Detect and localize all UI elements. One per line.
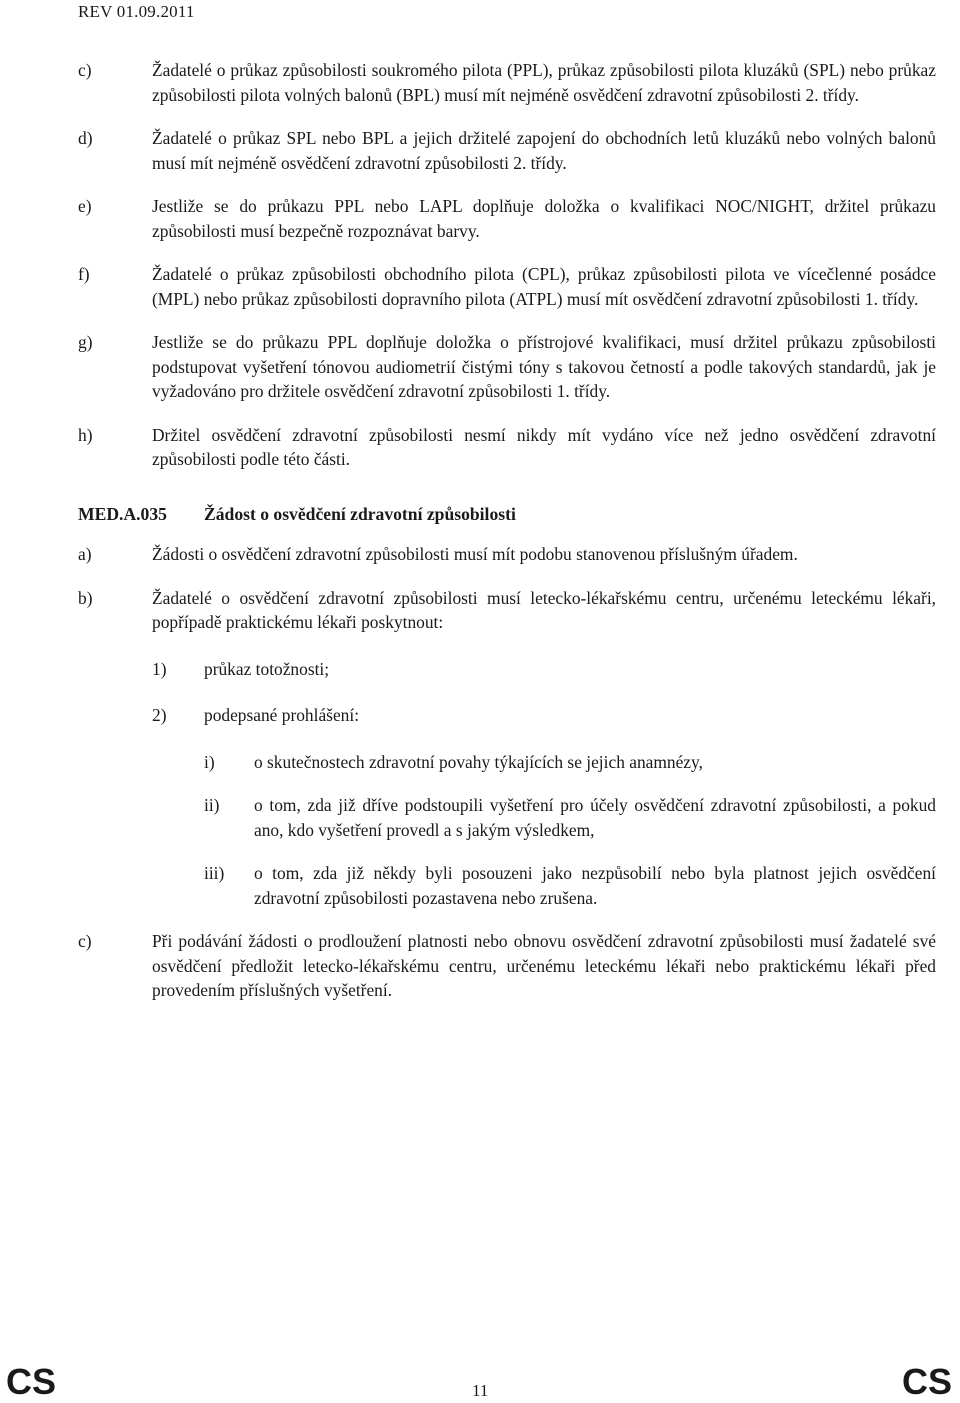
item-text: Jestliže se do průkazu PPL nebo LAPL doplňuje doložka o kvalifikaci NOC/NIGHT, držitel průkazu způsobilosti musí bezpečně rozpoznávat barvy. bbox=[152, 196, 936, 241]
subitem-label: 2) bbox=[152, 705, 167, 725]
section-subsubitem-ii bbox=[204, 793, 936, 842]
item-label: b) bbox=[78, 587, 93, 608]
subsubitem-label: i) bbox=[204, 751, 215, 772]
item-text: Při podávání žádosti o prodloužení platnosti nebo obnovu osvědčení zdravotní způsobilosti musí žadatelé své osvědčení předložit letecko-lékařskému centru, určenému leteckému lékaři nebo praktickému lékaři před provedením příslušných vyšetření. bbox=[152, 931, 936, 1000]
item-label: d) bbox=[78, 128, 93, 148]
section-item-c bbox=[78, 929, 936, 1003]
list-item-f bbox=[78, 262, 936, 311]
item-text: Žádosti o osvědčení zdravotní způsobilosti musí mít podobu stanovenou příslušným úřadem. bbox=[152, 544, 798, 564]
list-item-c bbox=[78, 58, 936, 107]
section-heading bbox=[78, 502, 936, 527]
subitem-text: podepsané prohlášení: bbox=[204, 705, 360, 725]
item-text: Žadatelé o osvědčení zdravotní způsobilosti musí letecko-lékařskému centru, určenému leteckému lékaři, popřípadě praktickému lékaři poskytnout: bbox=[152, 587, 936, 632]
footer-language-right: CS bbox=[901, 1361, 952, 1402]
subsubitem-label: iii) bbox=[204, 863, 225, 883]
list-item-g bbox=[78, 330, 936, 404]
subsubitem-text: o skutečnostech zdravotní povahy týkajících se jejich anamnézy, bbox=[254, 751, 703, 772]
list-item-d bbox=[78, 126, 936, 175]
item-label: e) bbox=[78, 196, 92, 216]
section-title: Žádost o osvědčení zdravotní způsobilosti bbox=[204, 503, 516, 524]
item-label: f) bbox=[78, 264, 90, 284]
footer-language-left: CS bbox=[6, 1361, 57, 1402]
subitem-label: 1) bbox=[152, 658, 167, 679]
section-subsubitem-iii bbox=[204, 861, 936, 910]
item-text: Žadatelé o průkaz způsobilosti soukromého pilota (PPL), průkaz způsobilosti pilota kluzáků (SPL) nebo průkaz způsobilosti pilota volných balonů (BPL) musí mít nejméně osvědčení zdravotní způsobilosti 2. třídy. bbox=[152, 60, 936, 105]
section-number: MED.A.035 bbox=[78, 503, 167, 524]
section-subitem-1 bbox=[152, 657, 936, 682]
list-item-h bbox=[78, 423, 936, 472]
document-body bbox=[78, 58, 936, 1022]
item-text: Žadatelé o průkaz způsobilosti obchodního pilota (CPL), průkaz způsobilosti pilota ve vícečlenné posádce (MPL) nebo průkaz způsobilosti dopravního pilota (ATPL) musí mít osvědčení zdravotní způsobilosti 1. třídy. bbox=[152, 264, 936, 309]
section-item-b bbox=[78, 586, 936, 635]
subitem-text: průkaz totožnosti; bbox=[204, 658, 330, 679]
subsubitem-text: o tom, zda již dříve podstoupili vyšetření pro účely osvědčení zdravotní způsobilosti, a pokud ano, kdo vyšetření provedl a s jakým výsledkem, bbox=[254, 795, 936, 840]
item-label: c) bbox=[78, 931, 92, 951]
item-text: Žadatelé o průkaz SPL nebo BPL a jejich držitelé zapojení do obchodních letů kluzáků nebo volných balonů musí mít nejméně osvědčení zdravotní způsobilosti 2. třídy. bbox=[152, 128, 936, 173]
page-number: 11 bbox=[472, 1381, 489, 1400]
item-label: h) bbox=[78, 424, 93, 445]
list-item-e bbox=[78, 194, 936, 243]
subsubitem-label: ii) bbox=[204, 795, 220, 815]
subsubitem-text: o tom, zda již někdy byli posouzeni jako nezpůsobilí nebo byla platnost jejich osvědčení zdravotní způsobilosti pozastavena nebo zrušena. bbox=[254, 863, 936, 908]
revision-header: REV 01.09.2011 bbox=[78, 2, 195, 21]
item-label: g) bbox=[78, 332, 93, 352]
section-subitem-2 bbox=[152, 703, 936, 728]
item-text: Jestliže se do průkazu PPL doplňuje doložka o přístrojové kvalifikaci, musí držitel průkazu způsobilosti podstupovat vyšetření tónovou audiometrií čistými tóny s takovou četností a podle takových standardů, jak je vyžadováno pro držitele osvědčení zdravotní způsobilosti 1. třídy. bbox=[152, 332, 936, 401]
item-label: a) bbox=[78, 544, 92, 564]
item-text: Držitel osvědčení zdravotní způsobilosti nesmí nikdy mít vydáno více než jedno osvědčení zdravotní způsobilosti podle této části. bbox=[152, 424, 936, 469]
section-item-a bbox=[78, 542, 936, 567]
section-subsubitem-i bbox=[204, 750, 936, 775]
item-label: c) bbox=[78, 60, 92, 80]
